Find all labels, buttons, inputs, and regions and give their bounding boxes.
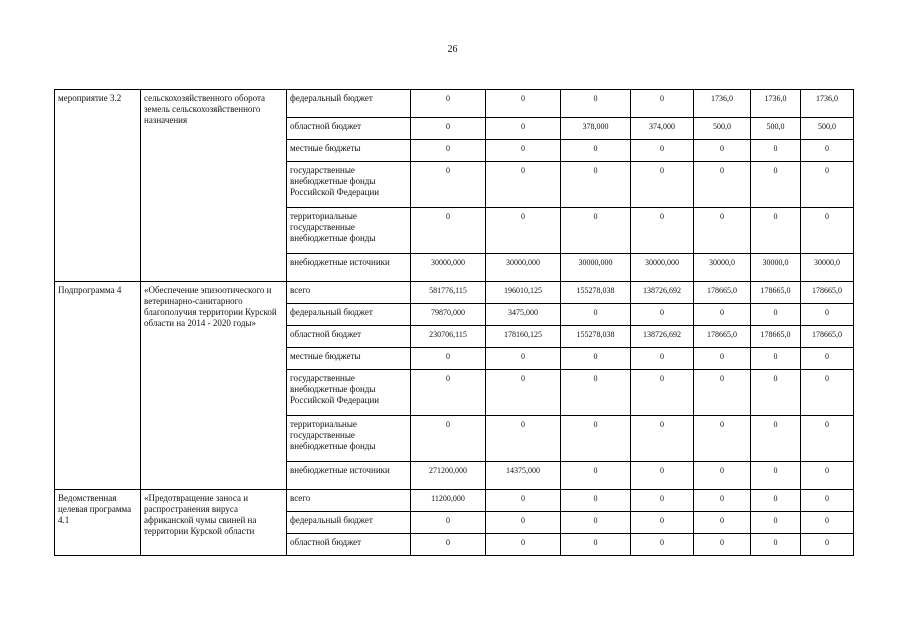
funding-source-cell: федеральный бюджет	[287, 304, 411, 326]
amount-cell: 0	[751, 304, 801, 326]
amount-cell: 0	[631, 462, 694, 490]
funding-source-cell: территориальные государственные внебюджетные фонды	[287, 208, 411, 254]
amount-cell: 0	[751, 512, 801, 534]
funding-source-cell: внебюджетные источники	[287, 462, 411, 490]
amount-cell: 0	[694, 462, 751, 490]
funding-source-cell: областной бюджет	[287, 534, 411, 556]
program-name-cell: «Обеспечение эпизоотического и ветеринарно-санитарного благополучия территории Курской области на 2014 - 2020 годы»	[141, 282, 287, 490]
amount-cell: 0	[631, 348, 694, 370]
funding-source-cell: государственные внебюджетные фонды Российской Федерации	[287, 162, 411, 208]
amount-cell: 0	[561, 348, 631, 370]
amount-cell: 230706,115	[411, 326, 486, 348]
table-body	[55, 90, 854, 556]
amount-cell: 178160,125	[486, 326, 561, 348]
amount-cell: 0	[631, 534, 694, 556]
amount-cell: 138726,692	[631, 282, 694, 304]
amount-cell: 0	[631, 490, 694, 512]
amount-cell: 0	[751, 490, 801, 512]
amount-cell: 178665,0	[751, 326, 801, 348]
funding-source-cell: федеральный бюджет	[287, 512, 411, 534]
amount-cell: 0	[694, 140, 751, 162]
amount-cell: 0	[411, 118, 486, 140]
amount-cell: 3475,000	[486, 304, 561, 326]
amount-cell: 0	[486, 208, 561, 254]
amount-cell: 1736,0	[694, 90, 751, 118]
program-code-cell: Ведомственная целевая программа 4.1	[55, 490, 141, 556]
amount-cell: 14375,000	[486, 462, 561, 490]
amount-cell: 0	[801, 140, 854, 162]
amount-cell: 0	[694, 162, 751, 208]
amount-cell: 11200,000	[411, 490, 486, 512]
amount-cell: 0	[694, 512, 751, 534]
amount-cell: 0	[486, 416, 561, 462]
amount-cell: 0	[561, 370, 631, 416]
amount-cell: 500,0	[694, 118, 751, 140]
amount-cell: 30000,000	[411, 254, 486, 282]
amount-cell: 0	[801, 370, 854, 416]
amount-cell: 0	[486, 90, 561, 118]
amount-cell: 0	[751, 416, 801, 462]
amount-cell: 0	[631, 208, 694, 254]
amount-cell: 0	[801, 462, 854, 490]
amount-cell: 30000,0	[694, 254, 751, 282]
amount-cell: 0	[694, 348, 751, 370]
budget-table	[54, 89, 854, 556]
amount-cell: 0	[751, 370, 801, 416]
amount-cell: 138726,692	[631, 326, 694, 348]
amount-cell: 0	[411, 140, 486, 162]
amount-cell: 0	[801, 416, 854, 462]
amount-cell: 0	[801, 162, 854, 208]
amount-cell: 0	[486, 348, 561, 370]
amount-cell: 178665,0	[694, 282, 751, 304]
amount-cell: 0	[411, 512, 486, 534]
program-code-cell: Подпрограмма 4	[55, 282, 141, 490]
amount-cell: 581776,115	[411, 282, 486, 304]
amount-cell: 0	[486, 140, 561, 162]
amount-cell: 0	[631, 140, 694, 162]
funding-source-cell: государственные внебюджетные фонды Российской Федерации	[287, 370, 411, 416]
amount-cell: 155278,038	[561, 326, 631, 348]
page-number: 26	[447, 44, 458, 55]
amount-cell: 1736,0	[801, 90, 854, 118]
amount-cell: 0	[694, 490, 751, 512]
amount-cell: 271200,000	[411, 462, 486, 490]
funding-source-cell: местные бюджеты	[287, 140, 411, 162]
amount-cell: 0	[694, 416, 751, 462]
amount-cell: 0	[486, 370, 561, 416]
amount-cell: 178665,0	[801, 282, 854, 304]
funding-source-cell: всего	[287, 490, 411, 512]
amount-cell: 374,000	[631, 118, 694, 140]
amount-cell: 0	[751, 462, 801, 490]
amount-cell: 0	[561, 512, 631, 534]
amount-cell: 0	[561, 90, 631, 118]
amount-cell: 79870,000	[411, 304, 486, 326]
amount-cell: 0	[631, 370, 694, 416]
amount-cell: 500,0	[751, 118, 801, 140]
table-row	[55, 90, 854, 118]
amount-cell: 0	[486, 162, 561, 208]
amount-cell: 0	[561, 304, 631, 326]
amount-cell: 0	[561, 534, 631, 556]
funding-source-cell: внебюджетные источники	[287, 254, 411, 282]
amount-cell: 30000,0	[751, 254, 801, 282]
amount-cell: 0	[411, 348, 486, 370]
amount-cell: 0	[751, 348, 801, 370]
amount-cell: 0	[631, 90, 694, 118]
amount-cell: 0	[801, 512, 854, 534]
amount-cell: 0	[561, 416, 631, 462]
amount-cell: 178665,0	[694, 326, 751, 348]
amount-cell: 0	[801, 348, 854, 370]
amount-cell: 500,0	[801, 118, 854, 140]
amount-cell: 0	[801, 304, 854, 326]
amount-cell: 0	[631, 304, 694, 326]
amount-cell: 0	[751, 534, 801, 556]
funding-source-cell: федеральный бюджет	[287, 90, 411, 118]
amount-cell: 0	[801, 208, 854, 254]
amount-cell: 0	[694, 208, 751, 254]
amount-cell: 0	[694, 304, 751, 326]
amount-cell: 1736,0	[751, 90, 801, 118]
amount-cell: 30000,000	[561, 254, 631, 282]
amount-cell: 0	[751, 162, 801, 208]
funding-source-cell: областной бюджет	[287, 118, 411, 140]
amount-cell: 0	[751, 140, 801, 162]
funding-source-cell: областной бюджет	[287, 326, 411, 348]
amount-cell: 0	[486, 512, 561, 534]
amount-cell: 0	[561, 208, 631, 254]
amount-cell: 0	[411, 370, 486, 416]
amount-cell: 0	[801, 534, 854, 556]
amount-cell: 0	[486, 490, 561, 512]
amount-cell: 30000,000	[486, 254, 561, 282]
program-code-cell: мероприятие 3.2	[55, 90, 141, 282]
amount-cell: 196010,125	[486, 282, 561, 304]
amount-cell: 0	[411, 162, 486, 208]
amount-cell: 0	[801, 490, 854, 512]
amount-cell: 0	[694, 370, 751, 416]
amount-cell: 0	[486, 118, 561, 140]
table-row	[55, 490, 854, 512]
amount-cell: 0	[561, 140, 631, 162]
amount-cell: 0	[486, 534, 561, 556]
funding-source-cell: всего	[287, 282, 411, 304]
amount-cell: 0	[631, 162, 694, 208]
funding-source-cell: территориальные государственные внебюджетные фонды	[287, 416, 411, 462]
amount-cell: 178665,0	[801, 326, 854, 348]
amount-cell: 178665,0	[751, 282, 801, 304]
amount-cell: 0	[411, 208, 486, 254]
funding-source-cell: местные бюджеты	[287, 348, 411, 370]
amount-cell: 0	[694, 534, 751, 556]
amount-cell: 0	[561, 162, 631, 208]
amount-cell: 0	[631, 512, 694, 534]
amount-cell: 0	[561, 462, 631, 490]
table-row	[55, 282, 854, 304]
amount-cell: 0	[411, 534, 486, 556]
amount-cell: 0	[631, 416, 694, 462]
amount-cell: 0	[411, 90, 486, 118]
amount-cell: 0	[751, 208, 801, 254]
amount-cell: 0	[561, 490, 631, 512]
program-name-cell: сельскохозяйственного оборота земель сельскохозяйственного назначения	[141, 90, 287, 282]
amount-cell: 30000,000	[631, 254, 694, 282]
program-name-cell: «Предотвращение заноса и распространения вируса африканской чумы свиней на территории Курской области	[141, 490, 287, 556]
amount-cell: 30000,0	[801, 254, 854, 282]
amount-cell: 155278,038	[561, 282, 631, 304]
amount-cell: 378,000	[561, 118, 631, 140]
amount-cell: 0	[411, 416, 486, 462]
